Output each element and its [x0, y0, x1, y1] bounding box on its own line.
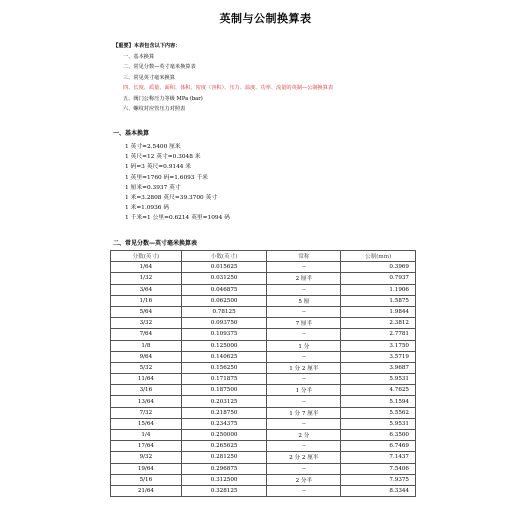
table-cell: 7/32: [111, 407, 182, 418]
table-cell: 13/64: [111, 396, 182, 407]
table-cell: 15/64: [111, 418, 182, 429]
table-cell: 5/64: [111, 306, 182, 317]
table-cell: --: [267, 418, 341, 429]
table-row: [111, 430, 416, 441]
table-cell: 1 分 2 厘半: [267, 362, 341, 373]
table-cell: 1.1906: [341, 284, 416, 295]
basic-conversion-line: 1 英里=1760 码=1.6093 千米: [125, 174, 208, 181]
table-cell: 3.1750: [341, 340, 416, 351]
basic-conversion-line: 1 米=1.0936 码: [125, 205, 170, 212]
basic-conversion-line: 1 米=3.2808 英尺=39.3700 英寸: [125, 195, 218, 202]
table-cell: 0.171875: [181, 374, 267, 385]
table-cell: 0.218750: [181, 407, 267, 418]
table-cell: 9/64: [111, 351, 182, 362]
table-cell: 3.9687: [341, 362, 416, 373]
table-cell: 2 分 2 厘半: [267, 452, 341, 463]
table-cell: --: [267, 374, 341, 385]
table-cell: 7.9375: [341, 474, 416, 485]
table-row: [111, 485, 416, 496]
table-cell: 5/16: [111, 474, 182, 485]
basic-conversion-line: 1 英尺=12 英寸=0.3048 米: [125, 154, 201, 161]
table-cell: 1/64: [111, 262, 182, 273]
basic-conversion-line: 1 英寸=2.5400 厘米: [125, 144, 181, 150]
table-cell: --: [267, 329, 341, 340]
table-row: [111, 284, 416, 295]
table-cell: 0.046875: [181, 284, 267, 295]
table-cell: 1/8: [111, 340, 182, 351]
table-row: [111, 273, 416, 284]
table-cell: 0.062500: [181, 295, 267, 306]
table-cell: 1 分 7 厘半: [267, 407, 341, 418]
table-cell: --: [267, 463, 341, 474]
table-row: [111, 351, 416, 362]
table-cell: 0.281250: [181, 452, 267, 463]
table-row: [111, 463, 416, 474]
table-row: [111, 474, 416, 485]
table-cell: --: [267, 306, 341, 317]
table-row: [111, 374, 416, 385]
intro-item: 四、长度、质量、面积、体积、密度（容积）、压力、温度、功率、流量的英制—公制换算表: [123, 85, 334, 91]
table-row: [111, 262, 416, 273]
table-cell: 1/32: [111, 273, 182, 284]
table-cell: 7.5406: [341, 463, 416, 474]
table-cell: 0.156250: [181, 362, 267, 373]
basic-conversion-list: [125, 142, 230, 224]
table-row: [111, 452, 416, 463]
table-cell: 0.093750: [181, 318, 267, 329]
table-cell: 7/64: [111, 329, 182, 340]
intro-block: [113, 41, 333, 115]
table-cell: 1 分半: [267, 385, 341, 396]
table-cell: 2.7781: [341, 329, 416, 340]
basic-conversion-line: 1 厘米=0.3937 英寸: [125, 184, 181, 191]
table-cell: 6.3500: [341, 430, 416, 441]
table-cell: 5.1594: [341, 396, 416, 407]
table-cell: 5/32: [111, 362, 182, 373]
intro-item: 五、阀门公称压力等级 MPa (bar): [123, 95, 203, 102]
table-cell: 0.234375: [181, 418, 267, 429]
table-header-row: [111, 251, 416, 262]
table-cell: 5 厘: [267, 295, 341, 306]
table-cell: 6.7469: [341, 441, 416, 452]
table-cell: 3.5719: [341, 351, 416, 362]
table-row: [111, 295, 416, 306]
table-row: [111, 407, 416, 418]
table-row: [111, 396, 416, 407]
table-cell: 21/64: [111, 485, 182, 496]
table-cell: 8.3344: [341, 485, 416, 496]
table-cell: 0.125000: [181, 340, 267, 351]
basic-conversion-line: 1 码=3 英尺=0.9144 米: [125, 164, 192, 171]
table-cell: --: [267, 262, 341, 273]
table-header-cell: 常称: [267, 251, 341, 262]
table-cell: 0.265625: [181, 441, 267, 452]
table-cell: --: [267, 284, 341, 295]
table-cell: 0.296875: [181, 463, 267, 474]
table-cell: 0.3969: [341, 262, 416, 273]
table-cell: 1.5875: [341, 295, 416, 306]
table-cell: --: [267, 396, 341, 407]
table-cell: 0.78125: [181, 306, 267, 317]
table-cell: 3/16: [111, 385, 182, 396]
table-cell: 0.250000: [181, 430, 267, 441]
table-row: [111, 441, 416, 452]
table-header-cell: 小数(英寸): [181, 251, 267, 262]
table-cell: 2 分: [267, 430, 341, 441]
table-cell: 2 分半: [267, 474, 341, 485]
table-row: [111, 418, 416, 429]
table-body: [111, 262, 416, 497]
table-cell: 7 厘半: [267, 318, 341, 329]
table-cell: 0.312500: [181, 474, 267, 485]
table-cell: 5.5562: [341, 407, 416, 418]
table-cell: 11/64: [111, 374, 182, 385]
table-cell: 7.1437: [341, 452, 416, 463]
table-cell: --: [267, 441, 341, 452]
table-cell: --: [267, 485, 341, 496]
table-cell: 1 分: [267, 340, 341, 351]
table-cell: 3/32: [111, 318, 182, 329]
intro-item: 一、基本换算: [123, 53, 155, 60]
table-cell: 0.140625: [181, 351, 267, 362]
table-row: [111, 318, 416, 329]
intro-list: [113, 52, 333, 115]
table-cell: 0.328125: [181, 485, 267, 496]
table-cell: 1/4: [111, 430, 182, 441]
table-cell: --: [267, 351, 341, 362]
table-row: [111, 385, 416, 396]
table-row: [111, 329, 416, 340]
table-cell: 4.7625: [341, 385, 416, 396]
table-cell: 5.9531: [341, 374, 416, 385]
intro-item: 二、常见分数—英寸毫米换算表: [123, 64, 196, 70]
intro-item: 三、常见英寸毫米换算: [123, 74, 175, 81]
intro-item: 六、螺纹对应管压力对照表: [123, 106, 186, 112]
section1-title: 一、基本换算: [113, 130, 150, 137]
table-cell: 0.187500: [181, 385, 267, 396]
table-cell: 0.015625: [181, 262, 267, 273]
table-cell: 9/32: [111, 452, 182, 463]
fraction-inch-mm-table: [110, 250, 416, 497]
table-row: [111, 340, 416, 351]
table-cell: 5.9531: [341, 418, 416, 429]
table-cell: 17/64: [111, 441, 182, 452]
table-cell: 0.203125: [181, 396, 267, 407]
table-cell: 1/16: [111, 295, 182, 306]
table-cell: 1.9844: [341, 306, 416, 317]
table-cell: 19/64: [111, 463, 182, 474]
table-header-cell: 分数(英寸): [111, 251, 182, 262]
document-title: 英制与公制换算表: [219, 12, 312, 25]
intro-heading: 【重要】本表包含以下内容：: [113, 43, 181, 49]
table-cell: 0.031250: [181, 273, 267, 284]
table-header-cell: 公制(mm): [341, 251, 416, 262]
table-row: [111, 362, 416, 373]
table-cell: 0.109375: [181, 329, 267, 340]
basic-conversion-line: 1 千米=1 公里=0.6214 英里=1094 码: [125, 215, 230, 222]
table-cell: 2 厘半: [267, 273, 341, 284]
table-cell: 0.7937: [341, 273, 416, 284]
section2-title: 二、常见分数—英寸毫米换算表: [113, 240, 198, 247]
table-row: [111, 306, 416, 317]
table-cell: 2.3812: [341, 318, 416, 329]
table-cell: 3/64: [111, 284, 182, 295]
